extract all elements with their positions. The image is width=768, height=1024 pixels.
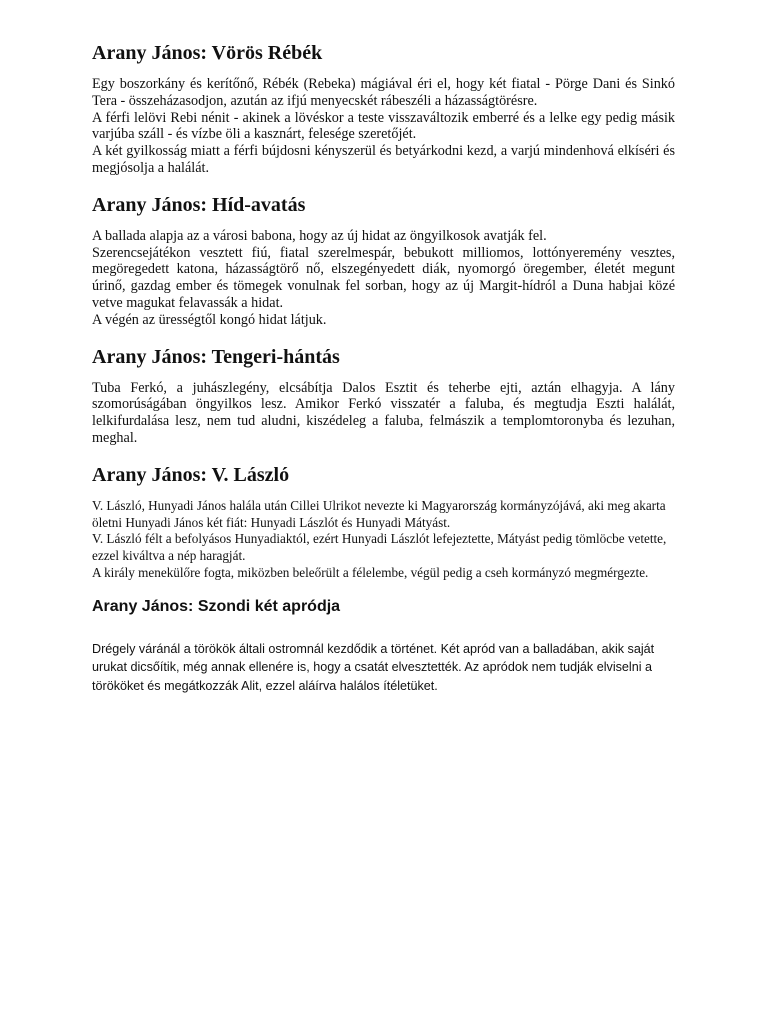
section-title: Arany János: Szondi két apródja	[92, 597, 341, 615]
section-title: Arany János: Vörös Rébék	[92, 42, 323, 64]
paragraph: V. László félt a befolyásos Hunyadiaktól, ezért Hunyadi Lászlót lefejeztette, Mátyást pedig tömlöcbe vetette, ezzel kiváltva a nép haragját.	[92, 531, 667, 564]
section-voros-rebek	[92, 40, 675, 177]
paragraph: Drégely váránál a törökök általi ostromnál kezdődik a történet. Két apród van a balladában, akik saját urukat dicsőítik, még annak ellenére is, hogy a csatát elvesztették. Az apródok nem tudják elviselni a törököket és megátkozzák Alit, ezzel aláírva halálos ítéletüket.	[92, 641, 655, 693]
paragraph: V. László, Hunyadi János halála után Cillei Ulrikot nevezte ki Magyarország kormányzójává, aki meg akarta öletni Hunyadi János két fiát: Hunyadi Lászlót és Hunyadi Mátyást.	[92, 497, 666, 530]
section-szondi-ket-aprodja	[92, 596, 675, 696]
section-title: Arany János: V. László	[92, 463, 290, 486]
section-v-laszlo	[92, 462, 675, 582]
section-title: Arany János: Tengeri-hántás	[92, 345, 340, 368]
section-title: Arany János: Híd-avatás	[92, 193, 306, 216]
paragraph: A király menekülőre fogta, miközben beleőrült a félelembe, végül pedig a cseh kormányzó megmérgezte.	[92, 564, 649, 580]
section-tengeri-hantas	[92, 344, 675, 447]
paragraph: A ballada alapja az a városi babona, hogy az új hidat az öngyilkosok avatják fel.	[92, 227, 547, 244]
paragraph: A két gyilkosság miatt a férfi bújdosni kényszerül és betyárkodni kezd, a varjú mindenhová elkíséri és megjósolja a halálát.	[92, 143, 675, 176]
paragraph: Egy boszorkány és kerítőnő, Rébék (Rebeka) mágiával éri el, hogy két fiatal - Pörge Dani és Sinkó Tera - összeházasodjon, azután az ifjú menyecskét rábeszéli a házasságtörésre.	[92, 76, 675, 109]
paragraph: Szerencsejátékon vesztett fiú, fiatal szerelmespár, bebukott milliomos, lottónyeremény vesztes, megöregedett katona, házasságtörő nő, elszegényedett diák, nyomorgó öregember, életét megunt úrinő, gazdag ember és tömegek vonulnak fel sorban, hogy az új Margit-hídról a Duna habjai közé vetve magukat felavassák a hidat.	[92, 244, 675, 311]
document-page	[92, 40, 675, 695]
paragraph: A férfi lelövi Rebi nénit - akinek a lövéskor a teste visszaváltozik emberré és a lelke egy pedig másik varjúba száll - és vízbe öli a kasznárt, felesége szeretőjét.	[92, 109, 675, 143]
paragraph: Tuba Ferkó, a juhászlegény, elcsábítja Dalos Esztit és teherbe ejti, aztán elhagyja. A lány szomorúságában öngyilkos lesz. Amikor Ferkó visszatér a faluba, és megtudja Eszti halálát, lelkifurdalása lesz, nem tud aludni, kiszédeleg a faluba, felmászik a templomtoronyba és lezuhan, meghal.	[92, 379, 675, 446]
section-hid-avatas	[92, 192, 675, 329]
paragraph: A végén az ürességtől kongó hidat látjuk.	[92, 311, 327, 328]
